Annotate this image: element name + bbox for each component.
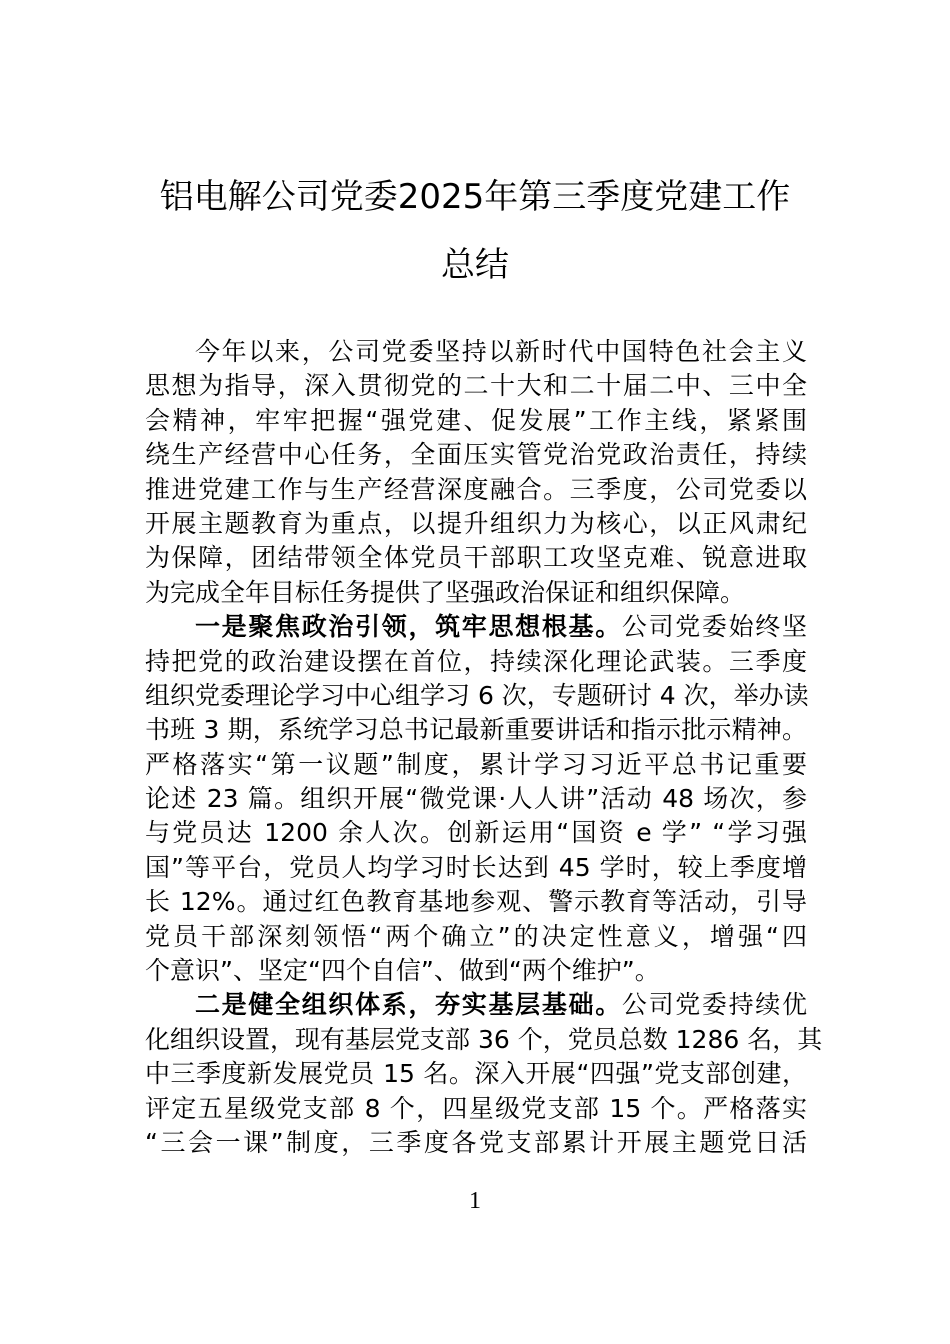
- paragraph-line: [145, 335, 807, 369]
- paragraph-line: [145, 404, 807, 438]
- document-body: [145, 335, 823, 1160]
- line-text: 个意识”、坚定“四个自信”、做到“两个维护”。: [145, 956, 660, 986]
- document-title-line-2: 总结: [441, 245, 509, 285]
- line-text: 开展主题教育为重点，以提升组织力为核心，以正风肃纪: [145, 508, 807, 538]
- line-text: 严格落实“第一议题”制度，累计学习习近平总书记重要: [145, 749, 807, 779]
- paragraph-line: [145, 1057, 807, 1091]
- line-text: 为保障，团结带领全体党员干部职工攻坚克难、锐意进取: [145, 543, 807, 573]
- document-title-line-1: 铝电解公司党委2025年第三季度党建工作: [159, 177, 791, 217]
- paragraph: [145, 610, 807, 988]
- line-text: 国”等平台，党员人均学习时长达到 45 学时，较上季度增: [145, 852, 807, 882]
- line-text: 会精神，牢牢把握“强党建、促发展”工作主线，紧紧围: [145, 405, 807, 435]
- paragraph-line: [145, 1092, 807, 1126]
- line-text: 论述 23 篇。组织开展“微党课·人人讲”活动 48 场次，参: [145, 784, 807, 814]
- paragraph-line: [145, 1023, 823, 1057]
- line-text: 化组织设置，现有基层党支部 36 个，党员总数 1286 名，其: [145, 1024, 823, 1054]
- paragraph-line: [145, 782, 807, 816]
- paragraph: [145, 335, 807, 610]
- line-text: 与党员达 1200 余人次。创新运用“国资 e 学” “学习强: [145, 818, 807, 848]
- paragraph-line: [145, 1126, 807, 1160]
- paragraph-line: [145, 645, 807, 679]
- line-text: 书班 3 期，系统学习总书记最新重要讲话和指示批示精神。: [145, 715, 807, 745]
- paragraph-line: [145, 988, 807, 1022]
- line-text: 公司党委始终坚: [621, 612, 807, 642]
- paragraph-line: [145, 920, 807, 954]
- line-text: 思想为指导，深入贯彻党的二十大和二十届二中、三中全: [145, 371, 807, 401]
- line-text: 组织党委理论学习中心组学习 6 次，专题研讨 4 次，举办读: [145, 680, 809, 710]
- line-text: 长 12%。通过红色教育基地参观、警示教育等活动，引导: [145, 887, 807, 917]
- paragraph: [145, 988, 823, 1160]
- paragraph-heading: 二是健全组织体系，夯实基层基础。: [195, 990, 622, 1020]
- paragraph-line: [145, 610, 807, 644]
- paragraph-heading: 一是聚焦政治引领，筑牢思想根基。: [195, 612, 622, 642]
- paragraph-line: [145, 885, 807, 919]
- line-text: 中三季度新发展党员 15 名。深入开展“四强”党支部创建，: [145, 1059, 807, 1089]
- paragraph-line: [145, 748, 807, 782]
- line-text: 公司党委持续优: [621, 990, 807, 1020]
- paragraph-line: [145, 438, 807, 472]
- line-text: 评定五星级党支部 8 个，四星级党支部 15 个。严格落实: [145, 1093, 807, 1123]
- line-text: “三会一课”制度，三季度各党支部累计开展主题党日活: [145, 1127, 807, 1157]
- paragraph-line: [145, 473, 807, 507]
- line-text: 推进党建工作与生产经营深度融合。三季度，公司党委以: [145, 474, 807, 504]
- paragraph-line: [145, 713, 807, 747]
- paragraph-line: [145, 369, 807, 403]
- paragraph-line: [145, 541, 807, 575]
- paragraph-line: [145, 954, 807, 988]
- paragraph-line: [145, 576, 807, 610]
- line-text: 党员干部深刻领悟“两个确立”的决定性意义，增强“四: [145, 921, 807, 951]
- line-text: 持把党的政治建设摆在首位，持续深化理论武装。三季度: [145, 646, 807, 676]
- line-text: 今年以来，公司党委坚持以新时代中国特色社会主义: [195, 337, 807, 366]
- paragraph-line: [145, 507, 807, 541]
- paragraph-line: [145, 679, 807, 713]
- line-text: 绕生产经营中心任务，全面压实管党治党政治责任，持续: [145, 440, 807, 470]
- paragraph-line: [145, 851, 807, 885]
- line-text: 为完成全年目标任务提供了坚强政治保证和组织保障。: [145, 577, 746, 607]
- paragraph-line: [145, 816, 807, 850]
- page-number: 1: [469, 1188, 481, 1214]
